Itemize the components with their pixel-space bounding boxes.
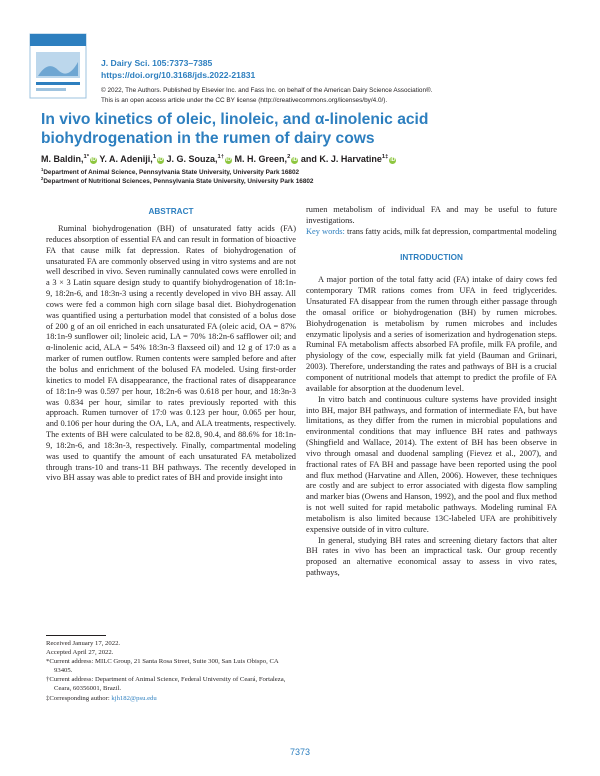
affiliation: $^1$Department of Animal Science, Pennsylvania State University, University Park 16802 xyxy=(41,166,300,176)
orcid-icon[interactable]: iD xyxy=(390,157,396,163)
keywords xyxy=(306,227,557,238)
current-address-1: *Current address: MILC Group, 21 Santa Rosa Street, Suite 300, San Luis Obispo, CA 93405. xyxy=(46,658,279,675)
current-address-2: †Current address: Department of Animal Science, Federal University of Ceará, Fortaleza, Ceara, 60356001, Brazil. xyxy=(46,676,286,693)
accepted-date: Accepted April 27, 2022. xyxy=(46,649,114,657)
introduction-heading: INTRODUCTION xyxy=(400,252,463,262)
author[interactable]: M. Baldin,$^{1*}$ iD xyxy=(41,154,97,164)
footnotes xyxy=(46,639,296,703)
intro-paragraph: In vitro batch and continuous culture systems have provided insight into BH, major BH pathways, and formation of intermediate FA, but have limitations, as they differ from the rumen in microbial populations and environmental conditions that may influence BH rates and pathways (Shingfield and Wallace, 2014). The extent of BH has been observe in vivo through omasal and duodenal sampling (Fievez et al., 2007), and fractional rates of FA BH and passage have been reported using the pool and flux method (Harvatine and Allen, 2006). However, these techniques are costly and are subject to error associated with digesta flow sampling and marker bias (Owens and Hanson, 1992), and the pool and flux method is not well suited for rapid metabolic pathways. Modeling ruminal FA metabolism is also limited because 13C-labeled UFA are prohibitively expensive outside of in vitro culture. xyxy=(306,394,557,534)
author-list xyxy=(41,153,561,165)
copyright-notice xyxy=(101,86,561,105)
page-number: 7373 xyxy=(289,747,311,757)
intro-paragraph: A major portion of the total fatty acid (FA) intake of dairy cows fed contemporary TMR rations comes from UFA in feed triglycerides. Unsaturated FA disappear from the rumen through either passage through the omasal orifice or biohydrogenation (BH) by rumen microbes. Biohydrogenation is metabolism by rumen microbes and includes enzymatic lipolysis and a series of isomerization and hydrogenation steps. Ruminal FA metabolism affects absorbed FA profile, milk FA profile, and physiology of the cow, especially milk fat yield (Bauman and Griinari, 2003). Therefore, understanding the rates and pathways of BH is a crucial component of nutritional models that attempt to predict the profile of FA available for absorption at the duodenum level. xyxy=(306,275,557,393)
email-link[interactable]: kjh182@psu.edu xyxy=(111,694,157,702)
received-date: Received January 17, 2022. xyxy=(46,640,121,647)
abstract-heading: ABSTRACT xyxy=(148,207,194,216)
abstract-text: Ruminal biohydrogenation (BH) of unsaturated fatty acids (FA) reduces absorption of essential FA and can result in formation of bioactive FA that cause milk fat depression. Rates of biohydrogenation of unsaturated FA are commonly observed using in vitro systems and are not well described in vivo. Seven ruminally cannulated cows were enrolled in a 3 × 3 Latin square design study to quantify biohydrogenation of 18:1n-9, 18:2n-6, and 18:3n-3 using a recently developed in vivo BH assay. All cows were fed a common high corn silage basal diet. Biohydrogenation was quantified using a perturbation model that consisted of a bolus dose of 200 g of an oil enriched in each unsaturated FA (oleic acid, OA = 87% 18:1n-9 sunflower oil; linoleic acid, LA = 70% 18:2n-6 safflower oil; and α-linolenic acid, ALA = 54% 18:3n-3 flaxseed oil) and 12 g of 17:0 as a marker of rumen outflow. Rumen contents were sampled before and after the bolus and enrichment of the bolused FA modeled. Using first-order kinetics to model FA disappearance, the fractional rates of disappearance of 18:1n-9 was 0.597 per hour, 18:2n-6 was 0.618 per hour, and 18:3n-3 was 0.834 per hour, similar to rates previously reported with this approach. Rumen turnover of 17:0 was 0.123 per hour, 0.065 per hour, and 0.106 per hour during the OA, LA, and ALA treatments, respectively. The extents of BH were calculated to be 82.8, 90.4, and 88.6% for 18:1n-9, 18:2n-6, and 18:3n-3, respectively. Finally, compartmental modeling was used to quantify the amount of each unsaturated FA metabolized through trans-10 and trans-11 BH pathways. The recently developed in vivo BH assay was able to predict rates of BH and provide insight into xyxy=(46,224,296,483)
keywords-label: Key words: xyxy=(306,226,345,236)
author[interactable]: Y. A. Adeniji,$^1$ iD xyxy=(99,154,163,164)
journal-info xyxy=(101,57,255,81)
orcid-icon[interactable]: iD xyxy=(91,157,97,163)
author[interactable]: M. H. Green,$^2$ iD xyxy=(234,154,298,164)
orcid-icon[interactable]: iD xyxy=(226,157,232,163)
corresponding-author: ‡Corresponding author: kjh182@psu.edu xyxy=(46,694,157,702)
abstract-body xyxy=(46,224,296,484)
author[interactable]: and K. J. Harvatine$^{1\ddagger}$ iD xyxy=(300,154,396,164)
copyright-line: © 2022, The Authors. Published by Elsevier Inc. and Fass Inc. on behalf of the American Dairy Science Association®. xyxy=(101,87,433,94)
journal-logo xyxy=(28,32,88,100)
journal-citation: J. Dairy Sci. 105:7373–7385 xyxy=(101,58,213,68)
abstract-continuation: rumen metabolism of individual FA and may be useful to future investigations. xyxy=(306,205,557,225)
license-line: This is an open access article under the CC BY license (http://creativecommons.org/licenses/by/4.0/). xyxy=(101,96,388,104)
author[interactable]: J. G. Souza,$^{1\dagger}$ iD xyxy=(166,154,232,164)
affiliations xyxy=(41,166,561,186)
intro-paragraph: In general, studying BH rates and screening dietary factors that alter BH rates in vivo has been an impractical task. Our group recently proposed an alternative economical assay to assess in vivo rates, pathways, xyxy=(306,535,557,578)
footnote-divider xyxy=(46,635,106,636)
orcid-icon[interactable]: iD xyxy=(157,157,163,163)
orcid-icon[interactable]: iD xyxy=(292,157,298,163)
affiliation: $^2$Department of Nutritional Sciences, Pennsylvania State University, University Park 16802 xyxy=(41,175,314,185)
keywords-text: trans fatty acids, milk fat depression, compartmental modeling xyxy=(346,226,557,236)
article-title: In vivo kinetics of oleic, linoleic, and α-linolenic acid biohydrogenation in the rumen of dairy cows xyxy=(41,111,429,147)
right-column xyxy=(306,205,557,579)
doi-link[interactable]: https://doi.org/10.3168/jds.2022-21831 xyxy=(101,70,256,80)
